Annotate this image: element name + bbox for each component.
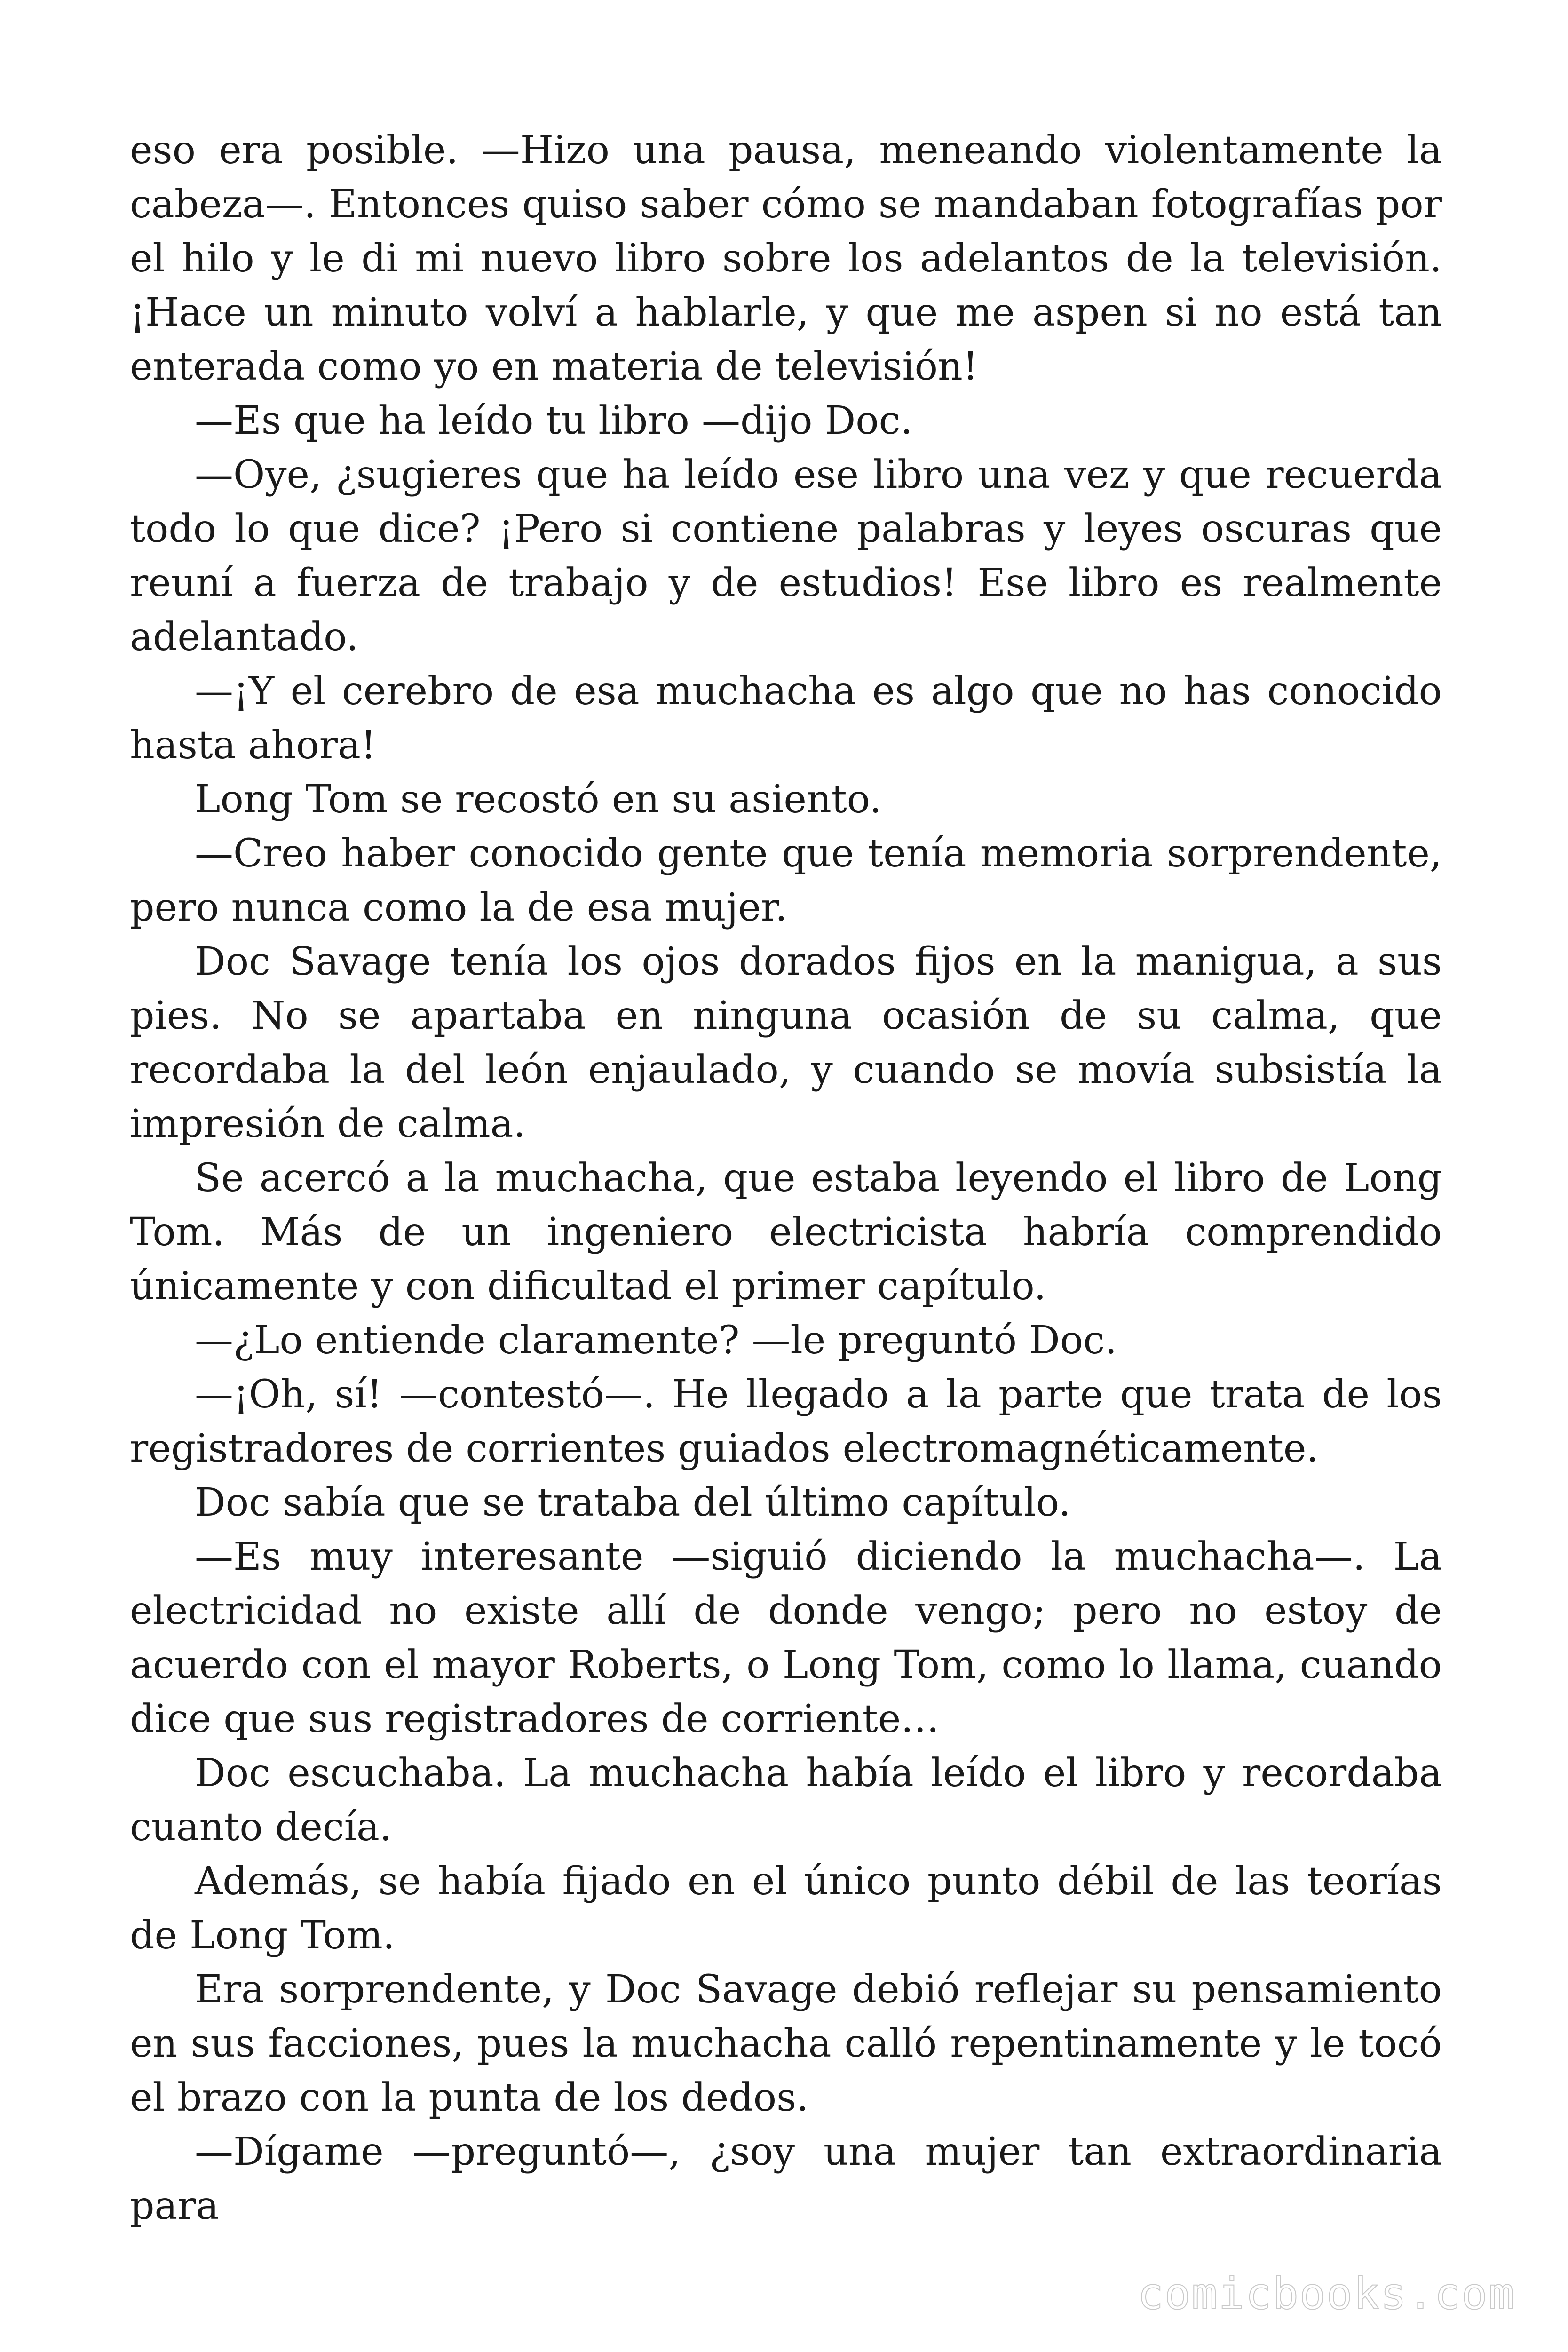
paragraph: Doc escuchaba. La muchacha había leído el libro y recordaba cuanto decía. — [130, 1751, 1442, 1850]
paragraph: —¡Y el cerebro de esa muchacha es algo que no has conocido hasta ahora! — [130, 669, 1442, 768]
paragraph: Long Tom se recostó en su asiento. — [195, 777, 882, 822]
paragraph: Era sorprendente, y Doc Savage debió reflejar su pensamiento en sus facciones, pues la muchacha calló repentinamente y le tocó el brazo con la punta de los dedos. — [130, 1967, 1442, 2120]
paragraph: —Creo haber conocido gente que tenía memoria sorprendente, pero nunca como la de esa mujer. — [130, 831, 1442, 930]
paragraph: —Oye, ¿sugieres que ha leído ese libro una vez y que recuerda todo lo que dice? ¡Pero si contiene palabras y leyes oscuras que reuní a fuerza de trabajo y de estudios! Ese libro es realmente adelantado. — [130, 453, 1442, 660]
paragraph: —Es que ha leído tu libro —dijo Doc. — [195, 398, 913, 443]
paragraph: Doc sabía que se trataba del último capítulo. — [195, 1480, 1071, 1525]
paragraph: Doc Savage tenía los ojos dorados fijos en la manigua, a sus pies. No se apartaba en ninguna ocasión de su calma, que recordaba la del león enjaulado, y cuando se movía subsistía la impresión de calma. — [130, 939, 1442, 1146]
watermark: comicbooks.com — [1137, 2269, 1515, 2319]
paragraph: Además, se había fijado en el único punto débil de las teorías de Long Tom. — [130, 1859, 1442, 1958]
paragraph: eso era posible. —Hizo una pausa, meneando violentamente la cabeza—. Entonces quiso saber cómo se mandaban fotografías por el hilo y le di mi nuevo libro sobre los adelantos de la televisión. ¡Hace un minuto volví a hablarle, y que me aspen si no está tan enterada como yo en materia de televisión! — [130, 128, 1442, 389]
paragraph: Se acercó a la muchacha, que estaba leyendo el libro de Long Tom. Más de un ingeniero electricista habría comprendido únicamente y con dificultad el primer capítulo. — [130, 1156, 1442, 1309]
paragraph: —¡Oh, sí! —contestó—. He llegado a la parte que trata de los registradores de corrientes guiados electromagnéticamente. — [130, 1372, 1442, 1471]
paragraph: —Dígame —preguntó—, ¿soy una mujer tan extraordinaria para — [130, 2130, 1442, 2228]
paragraph: —¿Lo entiende claramente? —le preguntó Doc. — [195, 1318, 1117, 1363]
body-text — [130, 123, 1442, 2233]
paragraph: —Es muy interesante —siguió diciendo la muchacha—. La electricidad no existe allí de donde vengo; pero no estoy de acuerdo con el mayor Roberts, o Long Tom, como lo llama, cuando dice que sus registradores de corriente… — [130, 1534, 1442, 1741]
